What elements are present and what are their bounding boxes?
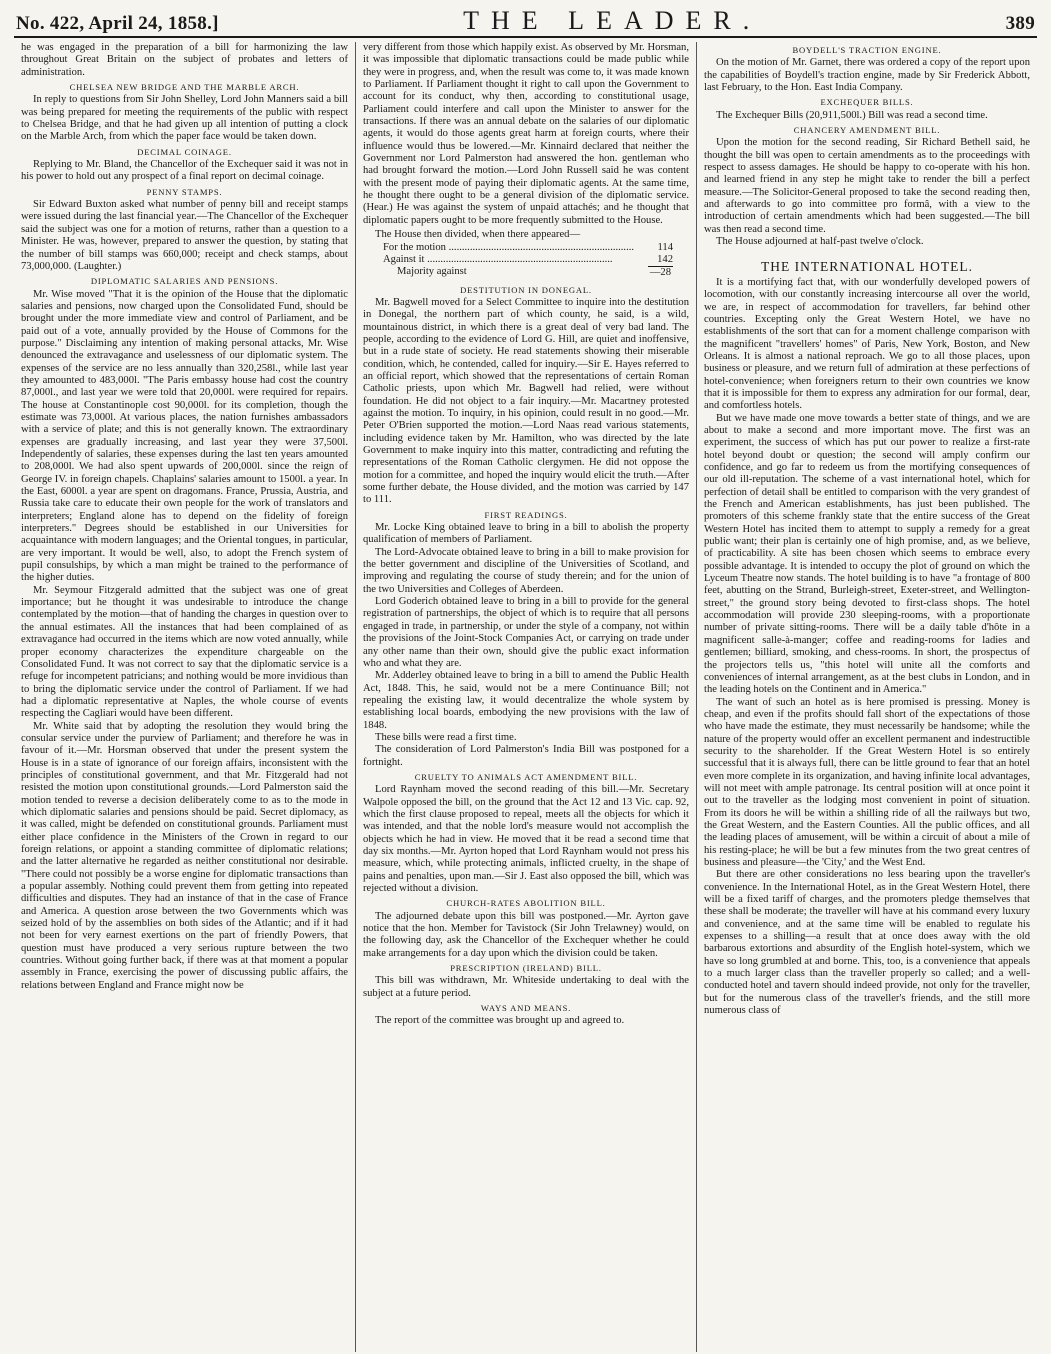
division-value: —28 — [649, 267, 671, 279]
subheading: DESTITUTION IN DONEGAL. — [460, 284, 592, 295]
subheading: CRUELTY TO ANIMALS ACT AMENDMENT BILL. — [414, 771, 638, 782]
paragraph: Sir Edward Buxton asked what number of penny bill and receipt stamps were issued during the last financial year.—The Chancellor of the Exchequer said the subject was one for a motion of returns, rather than a question to a Minister. He was, however, prepared to answer the question, by stating that the number of bill stamps was 660,000; receipt and check stamps, about 73,000,000. (Laughter.) — [21, 199, 348, 272]
paragraph: In reply to questions from Sir John Shelley, Lord John Manners said a bill was being prepared for meeting the requirements of the public with respect to Chelsea Bridge, and that he had given up all intention of putting a clock on the Marble Arch, from which the paper face would be taken down. — [21, 94, 348, 143]
subheading: EXCHEQUER BILLS. — [820, 97, 914, 108]
division-row-for — [363, 242, 689, 254]
division-heading: The House then divided, when there appeared— — [375, 229, 581, 241]
paragraph: Mr. Adderley obtained leave to bring in a bill to amend the Public Health Act, 1848. This, he said, would not be a mere Continuance Bill; not repealing the existing law, it would decentralize the whole system by establishing local boards, embodying the new provisions with the law of 1848. — [363, 670, 689, 731]
subheading: CHURCH-RATES ABOLITION BILL. — [446, 898, 606, 909]
division-label: Against it ..... — [383, 254, 643, 266]
subheading: CHELSEA NEW BRIDGE AND THE MARBLE ARCH. — [69, 82, 300, 93]
subheading: DIPLOMATIC SALARIES AND PENSIONS. — [90, 276, 279, 287]
subheading: PRESCRIPTION (IRELAND) BILL. — [450, 963, 602, 974]
division-value: 142 — [657, 253, 673, 265]
paragraph: But we have made one move towards a better state of things, and we are about to make a second and more important move. The first was an experiment, the success of which has put our power to realize a first-rate hotel beyond doubt or question; the second will amply confirm our confidence, and go far to redeem us from the mortifying consequences of our old ill-reputation. The scheme of a vast international hotel, which for perfection of detail shall be entitled to comparison with the very grandest of the French and American establishments, has just been published. The promoters of this scheme frankly state that the entire success of the Great Western Hotel has incited them to attempt to supply a remedy for a great public want; their plan is certainly one of high promise, and, as we believe, of practicability. A site has been chosen which seems to embrace every possible advantage. It is intended to occupy the plot of ground on which the Lyceum Theatre now stands. The hotel building is to have "a frontage of 800 feet, abutting on the Strand, Burleigh-street, Exeter-street, and Wellington-street," the ground story being devoted to first-class shops. The hotel accommodation will provide 230 sleeping-rooms, with a proportionate number of private sitting-rooms. There will be a daily table d'hôte in a magnificent salle-à-manger; coffee and reading-rooms for ladies and gentlemen; billiard, smoking, and chess-rooms. In short, the prospectus of the projectors tells us, "this hotel will unite all the comforts and conveniences of internal arrangement, as at the best clubs in London, and in the leading hotels on the Continent and in America." — [704, 412, 1030, 696]
paragraph: Lord Goderich obtained leave to bring in a bill to provide for the general registration of partnerships, the object of which is to require that all persons engaged in trade, in partnership, or under the style of a company, not within the provisions of the Joint-Stock Companies Act, or carrying on trade under any other name than their own, should give the public exact information who and what they are. — [363, 596, 689, 669]
publication-title: THE LEADER. — [463, 6, 762, 35]
division-value: 114 — [657, 241, 673, 253]
paragraph: The consideration of Lord Palmerston's India Bill was postponed for a fortnight. — [363, 744, 689, 768]
subheading: CHANCERY AMENDMENT BILL. — [793, 125, 941, 136]
article-title: THE INTERNATIONAL HOTEL. — [760, 258, 974, 274]
page-number: 389 — [1005, 13, 1035, 34]
paragraph: This bill was withdrawn, Mr. Whiteside undertaking to deal with the subject at a future period. — [363, 975, 689, 999]
column-3 — [696, 42, 1037, 1352]
paragraph: The want of such an hotel as is here promised is pressing. Money is cheap, and even if the profits should fall short of the expectations of those who have made the estimate, they must necessarily be handsome; while the nature of the property would offer an excellent permanent and indestructible security to the shareholder. If the Great Western Hotel is so entirely successful that it is always full, there can be little ground to fear that an hotel even more complete in its organization, and having infinite local advantages, will not meet with ample patronage. Its central position will at once point it out to the traveller as the lodging most convenient in point of situation. From its doors he will be within a shilling ride of all the railways but two, the Great Western, and the Eastern Counties. All the public offices, and all the leading places of amusement, will be within a circuit of about a mile of his resting-place; he will be but a few minutes from the two great centres of business and pleasure—the 'City,' and the West End. — [704, 696, 1030, 868]
division-row-majority — [363, 266, 689, 279]
paragraph: The House adjourned at half-past twelve o'clock. — [716, 236, 924, 248]
paragraph: very different from those which happily exist. As observed by Mr. Horsman, it was impossible that diplomatic transactions could be made public while they were in progress, and, when the result was come to, it was made known to Parliament. If Parliament thought it right to call upon the Government to account for its conduct, why then, according to constitutional usage, Parliament could interfere and call upon the Minister to answer for the transactions. If there was an annual debate on the salaries of our diplomatic agents, it would do those agents great harm at foreign courts, where their influence would thus be lowered.—Mr. Kinnaird declared that neither the Government nor Lord Palmerston had answered the hon. gentleman who had brought forward the motion.—Lord John Russell said he was content with the present mode of paying their diplomatic agents. At the same time, he thought there ought to be a general division of the diplomatic service. (Hear.) He was against the system of unpaid attachés; and he thought that diplomatic papers ought to be more frequently submitted to the House. — [363, 42, 689, 226]
paragraph: On the motion of Mr. Garnet, there was ordered a copy of the report upon the capabilities of Boydell's traction engine, made by Sir Frederick Abbott, last February, to the Hon. East India Company. — [704, 57, 1030, 94]
text-columns — [14, 42, 1037, 1352]
masthead — [14, 6, 1037, 38]
division-label: Majority against — [397, 266, 467, 278]
paragraph: Mr. White said that by adopting the resolution they would bring the consular service under the purview of Parliament; and therefore he was in favour of it.—Mr. Horsman observed that under the present system the House is in a state of ignorance of our foreign affairs, inconsistent with the principles of constitutional government, and that Mr. Fitzgerald had not resisted the motion upon constitutional grounds.—Lord Palmerston said the motion tended to reverse a decision deliberately come to as to the mode in which diplomatic salaries and pensions should be paid. Secret diplomacy, as it was called, might be defended on constitutional grounds. Parliament must either place confidence in the Ministers of the Crown in regard to our foreign relations, or appoint a standing committee of diplomatic relations; and the latter alternative he regarded as neither constitutional nor desirable. "There could not possibly be a worse engine for diplomatic transactions than a popular assembly. Nothing could prevent them from getting into repeated difficulties and disputes. They had an instance of that in the case of France and America. A question arose between the two Governments which was seized hold of by the assemblies on both sides of the Atlantic; and if it had not been for very earnest exertions on the part of friendly Powers, that question must have produced a very serious rupture between the two countries. Without going further back, if there was at that moment a popular assembly in France, exercising the power of discussing public affairs, the relations between England and France might now be — [21, 720, 348, 991]
paragraph: he was engaged in the preparation of a bill for harmonizing the law throughout Great Britain on the subject of probates and letters of administration. — [21, 42, 348, 78]
paragraph: Mr. Locke King obtained leave to bring in a bill to abolish the property qualification of members of Parliament. — [363, 522, 689, 546]
subheading: FIRST READINGS. — [484, 509, 568, 520]
paragraph: Replying to Mr. Bland, the Chancellor of the Exchequer said it was not in his power to hold out any prospect of a final report on decimal coinage. — [21, 159, 348, 183]
paragraph: These bills were read a first time. — [375, 731, 517, 743]
issue-date: No. 422, April 24, 1858.] — [16, 13, 219, 34]
subheading: WAYS AND MEANS. — [480, 1003, 572, 1014]
paragraph: It is a mortifying fact that, with our wonderfully developed powers of locomotion, with our constantly increasing intercourse all over the world, we are, in respect of accommodation for travellers, far behind other countries. Excepting only the Great Western Hotel, we have no establishments of the sort that can for a moment challenge comparison with the magnificent "travellers' homes" of Paris, New York, Boston, and New Orleans. It is almost a national reproach. We go to all those places, upon business or pleasure, and we return full of admiration at these perfections of hotel-convenience; when foreigners return to their own countries we know that it is impossible for them to express any admiration for our formal, dear, and comfortless hotels. — [704, 276, 1030, 412]
paragraph: Upon the motion for the second reading, Sir Richard Bethell said, he thought the bill was open to certain amendments as to the proceedings with respect to assess damages. He should be happy to co-operate with his hon. and learned friend in any step he might take to render the bill a perfect measure.—The Solicitor-General proposed to take the second reading then, and afterwards to go into committee pro formâ, with a view to the introduction of certain amendments which had been suggested.—The bill was then read a second time. — [704, 137, 1030, 235]
column-1 — [14, 42, 355, 1352]
subheading: BOYDELL'S TRACTION ENGINE. — [792, 45, 942, 55]
paragraph: Mr. Seymour Fitzgerald admitted that the subject was one of great importance; but he thought it was undesirable to introduce the change contemplated by the motion—that of handing the charges in question over to the annual estimates. All the instances that had been complained of as extravagance had occurred in the items which are now voted annually, while proper economy characterizes the expenditure chargeable on the Consolidated Fund. It was not correct to say that the diplomatic service is a refuge for incompetent patricians; and nothing would be more invidious than to bring the diplomatic service under the control of Parliament. If we had had a diplomatic representative at Naples, the whole course of events respecting the Cagliari would have been different. — [21, 584, 348, 720]
division-table — [363, 229, 689, 279]
paragraph: But there are other considerations no less bearing upon the traveller's convenience. In the International Hotel, as in the Great Western Hotel, there will be a fixed tariff of charges, and the promoters pledge themselves that these shall be moderate; the traveller will have at his command every luxury and convenience, and at the same time will be enabled to regulate his expenses to a shilling—a result that at once does away with the old barbarous extortions and absurdity of the English hotel-system, which we have so long grumbled at and borne. This, too, is a convenience that appeals to a much larger class than the traveller properly so called; and a well-conducted hotel and tavern should indeed provide, not only for the traveller, but for the numerous class of the traveller's friends, and the still more numerous class of — [704, 869, 1030, 1017]
paragraph: Mr. Bagwell moved for a Select Committee to inquire into the destitution in Donegal, the northern part of which county, he said, is a wild, mountainous district, in which there is a great deal of very bad land. The people, according to the evidence of Lord G. Hill, are quiet and inoffensive, but in a rude state of society. He read statements showing their miserable condition, which, he contended, called for inquiry.—Sir E. Hayes referred to an official report, which showed that the representations of certain Roman Catholic priests, upon which Mr. Bagwell had relied, were without foundation. He did not object to a fair inquiry.—Mr. Macartney protested against the motion. To inquiry, in his opinion, could result in no good.—Mr. Peter O'Brien supported the motion.—Lord Naas read various statements, including evidence taken by Mr. Hamilton, who was directed by the late Government to make inquiry into this matter, contradicting and refuting the representations of the Roman Catholic clergymen. He did not oppose the motion for a committee, and hoped the inquiry would elicit the truth.—After some further debate, the House divided, and the motion was carried by 147 to 111. — [363, 296, 689, 506]
paragraph: The report of the committee was brought up and agreed to. — [375, 1015, 625, 1027]
division-row-against — [363, 254, 689, 266]
division-label: For the motion ..... — [383, 242, 643, 254]
paragraph: The Lord-Advocate obtained leave to bring in a bill to make provision for the better government and discipline of the Universities of Scotland, and improving and regulating the course of study therein; and for the union of the two Universities and Colleges of Aberdeen. — [363, 546, 689, 595]
paragraph: Lord Raynham moved the second reading of this bill.—Mr. Secretary Walpole opposed the bill, on the ground that the Act 12 and 13 Vic. cap. 92, which the first clause proposed to repeal, meets all the objects for which it was intended, and that the noble lord's measure would not accomplish the objects which he had in view. He moved that it be read a second time that day six months.—Mr. Ayrton hoped that Lord Raynham would not press his measure, which, while protecting animals, inflicted cruelty, in the shape of pains and penalties, upon man.—Sir J. East also opposed the bill, which was rejected without a division. — [363, 784, 689, 895]
subheading: PENNY STAMPS. — [146, 186, 223, 197]
paragraph: The adjourned debate upon this bill was postponed.—Mr. Ayrton gave notice that the hon. Member for Tavistock (Sir John Trelawney) would, on the following day, ask the Chancellor of the Exchequer whether he could make arrangements for a day upon which the division could be taken. — [363, 910, 689, 959]
paragraph: The Exchequer Bills (20,911,500l.) Bill was read a second time. — [716, 109, 988, 121]
column-2 — [355, 42, 696, 1352]
paragraph: Mr. Wise moved "That it is the opinion of the House that the diplomatic salaries and pensions, now charged upon the Consolidated Fund, should be brought under the more immediate view and control of Parliament, and be paid out of a vote, annually provided by the House of Commons for the purpose." Disclaiming any intention of making personal attacks, Mr. Wise denounced the extravagance and uselessness of our diplomatic system. The expenses of the service are no less annually than 320,258l., while last year they amounted to 483,000l. "The Paris embassy house had cost the country 87,000l., and last year we were told that 20,000l. were required for repairs. The house at Constantinople cost 90,000l. for its completion, though the estimate was 73,000l. At various places, the nation furnishes ambassadors with a service of plate; and this is not generally known. The extraordinary expenses are gradually increasing, and last year they were 37,500l. Independently of salaries, these expenses during the last ten years amounted to 208,000l. We had also spent upwards of 200,000l. since the reign of George IV. in foreign chapels. Chaplains' salaries amount to 1500l. a year. In the East, 6000l. a year are spent on dragomans. France, Prussia, Austria, and Russia take care to educate their own people for the work of translators and interpreters; England alone has to depend on the fidelity of foreign interpreters." Degrees should be established in our Universities for acquaintance with modern languages; and the Oriental tongues, in particular, are very important. It would be well, also, to adopt the French system of pupil consulships, by which a man might be trained to the performance of the higher duties. — [21, 288, 348, 584]
subheading: DECIMAL COINAGE. — [137, 146, 232, 157]
